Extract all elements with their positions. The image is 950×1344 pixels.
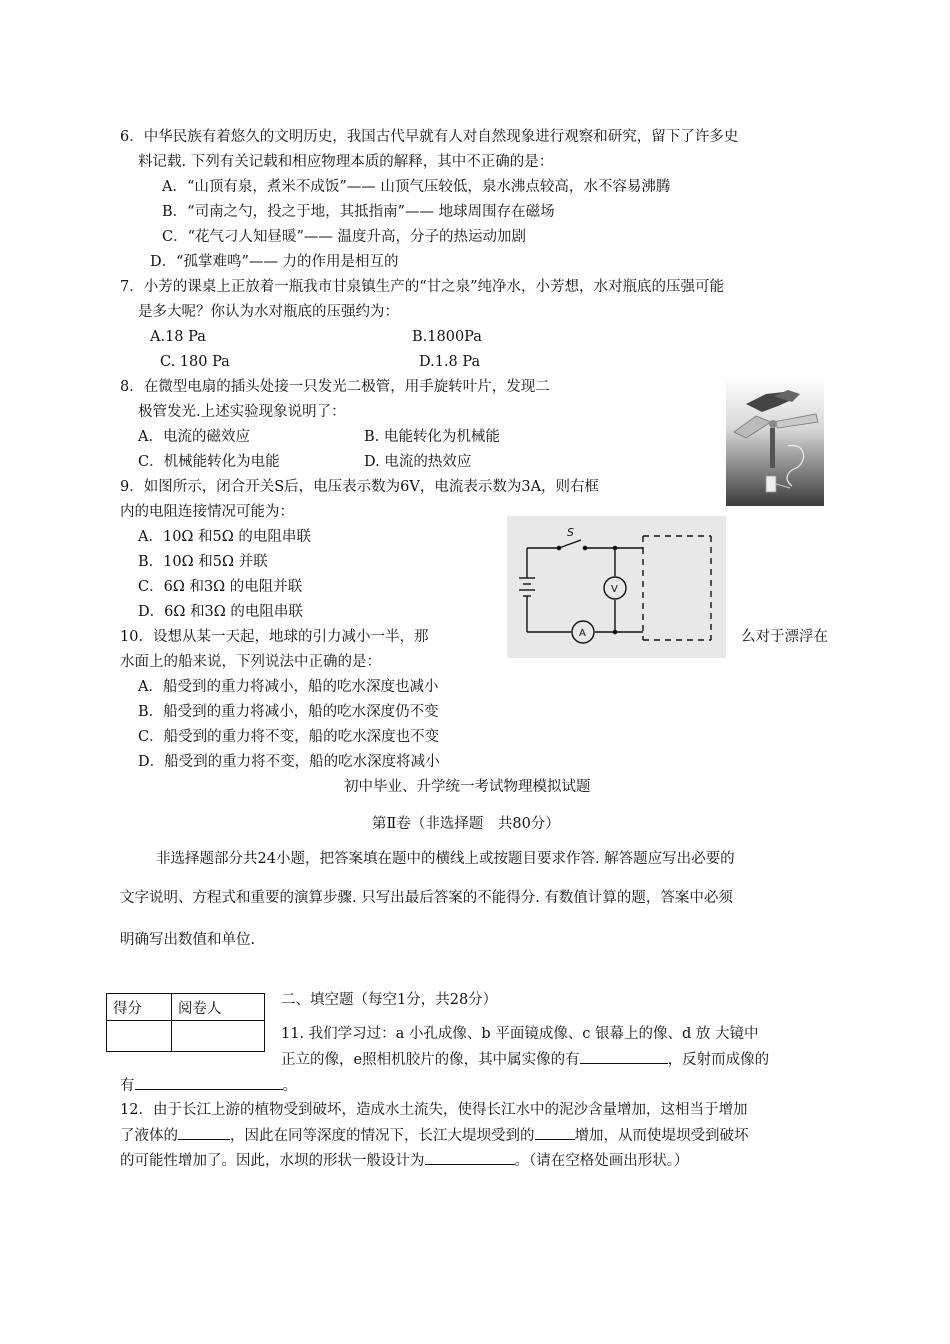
score-cell[interactable] bbox=[107, 1021, 172, 1052]
q12-line2a: 了液体的 bbox=[120, 1128, 178, 1144]
q6-option-d: D．“孤掌难鸣”—— 力的作用是相互的 bbox=[150, 254, 399, 270]
part-title: 第Ⅱ卷（非选择题 共80分） bbox=[372, 816, 560, 832]
q12-line2 bbox=[120, 1125, 749, 1146]
ammeter-label: A bbox=[579, 628, 586, 639]
q7-option-d: D.1.8 Pa bbox=[419, 354, 481, 370]
instructions-line1: 非选择题部分共24小题，把答案填在题中的横线上或按题目要求作答. 解答题应写出必要的 bbox=[156, 851, 735, 867]
q8-option-c: C．机械能转化为电能 bbox=[138, 454, 280, 470]
exam-title: 初中毕业、升学统一考试物理模拟试题 bbox=[344, 779, 591, 795]
circuit-diagram bbox=[507, 516, 726, 658]
q12-line3b: 。（请在空格处画出形状。） bbox=[514, 1153, 689, 1169]
q9-option-d: D．6Ω 和3Ω 的电阻串联 bbox=[138, 604, 303, 620]
q9-option-a: A．10Ω 和5Ω 的电阻串联 bbox=[138, 529, 311, 545]
q10-option-b: B．船受到的重力将减小，船的吃水深度仍不变 bbox=[138, 704, 439, 720]
q12-line1: 12．由于长江上游的植物受到破坏，造成水土流失，使得长江水中的泥沙含量增加，这相当于增加 bbox=[120, 1102, 748, 1118]
q11-line3 bbox=[120, 1075, 297, 1096]
q7-option-b: B.1800Pa bbox=[412, 329, 482, 345]
switch-label: S bbox=[567, 526, 574, 539]
q11-line3b: 。 bbox=[282, 1078, 297, 1094]
q11-line3a: 有 bbox=[120, 1078, 135, 1094]
q8-option-d: D. 电流的热效应 bbox=[364, 454, 472, 470]
q10-option-d: D．船受到的重力将不变，船的吃水深度将减小 bbox=[138, 754, 440, 770]
q12-blank-liquid-property[interactable] bbox=[178, 1125, 230, 1140]
q10-option-a: A．船受到的重力将减小，船的吃水深度也减小 bbox=[138, 679, 439, 695]
score-box bbox=[106, 993, 265, 1052]
section2-title: 二、填空题（每空1分，共28分） bbox=[281, 992, 498, 1008]
q9-option-b: B．10Ω 和5Ω 并联 bbox=[138, 554, 268, 570]
q11-blank-real-image[interactable] bbox=[580, 1049, 668, 1064]
q12-blank-pressure[interactable] bbox=[535, 1125, 575, 1140]
voltmeter-label: V bbox=[611, 584, 618, 595]
q11-blank-reflection-image[interactable] bbox=[135, 1075, 283, 1090]
q11-line2a: 正立的像，e照相机胶片的像，其中属实像的有 bbox=[281, 1052, 580, 1068]
q6-option-a: A．“山顶有泉，煮米不成饭”—— 山顶气压较低，泉水沸点较高，水不容易沸腾 bbox=[162, 179, 671, 195]
q8-stem-line2: 极管发光.上述实验现象说明了： bbox=[138, 404, 346, 420]
q7-stem-line2: 是多大呢？你认为水对瓶底的压强约为： bbox=[138, 304, 399, 320]
q8-stem-line1: 8．在微型电扇的插头处接一只发光二极管，用手旋转叶片，发现二 bbox=[120, 379, 550, 395]
q8-option-b: B. 电能转化为机械能 bbox=[364, 429, 500, 445]
reviewer-label: 阅卷人 bbox=[172, 994, 265, 1021]
q12-line2b: ，因此在同等深度的情况下，长江大堤坝受到的 bbox=[230, 1128, 535, 1144]
q9-stem-line2: 内的电阻连接情况可能为： bbox=[120, 504, 294, 520]
q6-stem-line2: 料记载. 下列有关记载和相应物理本质的解释，其中不正确的是： bbox=[138, 154, 554, 170]
q11-line2 bbox=[281, 1049, 769, 1070]
q10-option-c: C．船受到的重力将不变，船的吃水深度也不变 bbox=[138, 729, 440, 745]
q11-line1: 11. 我们学习过：a 小孔成像、b 平面镜成像、c 银幕上的像、d 放 大镜中 bbox=[281, 1026, 759, 1042]
q12-blank-dam-shape[interactable] bbox=[425, 1150, 515, 1165]
score-label: 得分 bbox=[107, 994, 172, 1021]
q9-stem-line1: 9．如图所示，闭合开关S后，电压表示数为6V，电流表示数为3A，则右框 bbox=[120, 479, 600, 495]
q6-option-c: C．“花气刁人知昼暖”—— 温度升高，分子的热运动加剧 bbox=[162, 229, 527, 245]
q10-stem-line2: 水面上的船来说，下列说法中正确的是： bbox=[120, 654, 381, 670]
q10-stem-line1b: 么对于漂浮在 bbox=[741, 629, 828, 645]
instructions-line2: 文字说明、方程式和重要的演算步骤. 只写出最后答案的不能得分. 有数值计算的题，答案中必须 bbox=[120, 890, 733, 906]
q11-line2b: ，反射而成像的 bbox=[667, 1052, 770, 1068]
q8-option-a: A．电流的磁效应 bbox=[138, 429, 250, 445]
q6-option-b: B．“司南之勺，投之于地，其抵指南”—— 地球周围存在磁场 bbox=[162, 204, 555, 220]
q9-option-c: C．6Ω 和3Ω 的电阻并联 bbox=[138, 579, 303, 595]
q7-option-c: C. 180 Pa bbox=[160, 354, 230, 370]
q12-line2c: 增加，从而使堤坝受到破坏 bbox=[574, 1128, 749, 1144]
q12-line3 bbox=[120, 1150, 689, 1171]
fan-photo bbox=[726, 376, 824, 506]
q7-option-a: A.18 Pa bbox=[150, 329, 206, 345]
q10-stem-line1a: 10．设想从某一天起，地球的引力减小一半，那 bbox=[120, 629, 429, 645]
q7-stem-line1: 7．小芳的课桌上正放着一瓶我市甘泉镇生产的“甘之泉”纯净水，小芳想，水对瓶底的压强可能 bbox=[120, 279, 725, 295]
q12-line3a: 的可能性增加了。因此，水坝的形状一般设计为 bbox=[120, 1153, 425, 1169]
reviewer-cell[interactable] bbox=[172, 1021, 265, 1052]
q6-stem-line1: 6．中华民族有着悠久的文明历史，我国古代早就有人对自然现象进行观察和研究，留下了许多史 bbox=[120, 129, 739, 145]
instructions-line3: 明确写出数值和单位. bbox=[120, 932, 256, 948]
